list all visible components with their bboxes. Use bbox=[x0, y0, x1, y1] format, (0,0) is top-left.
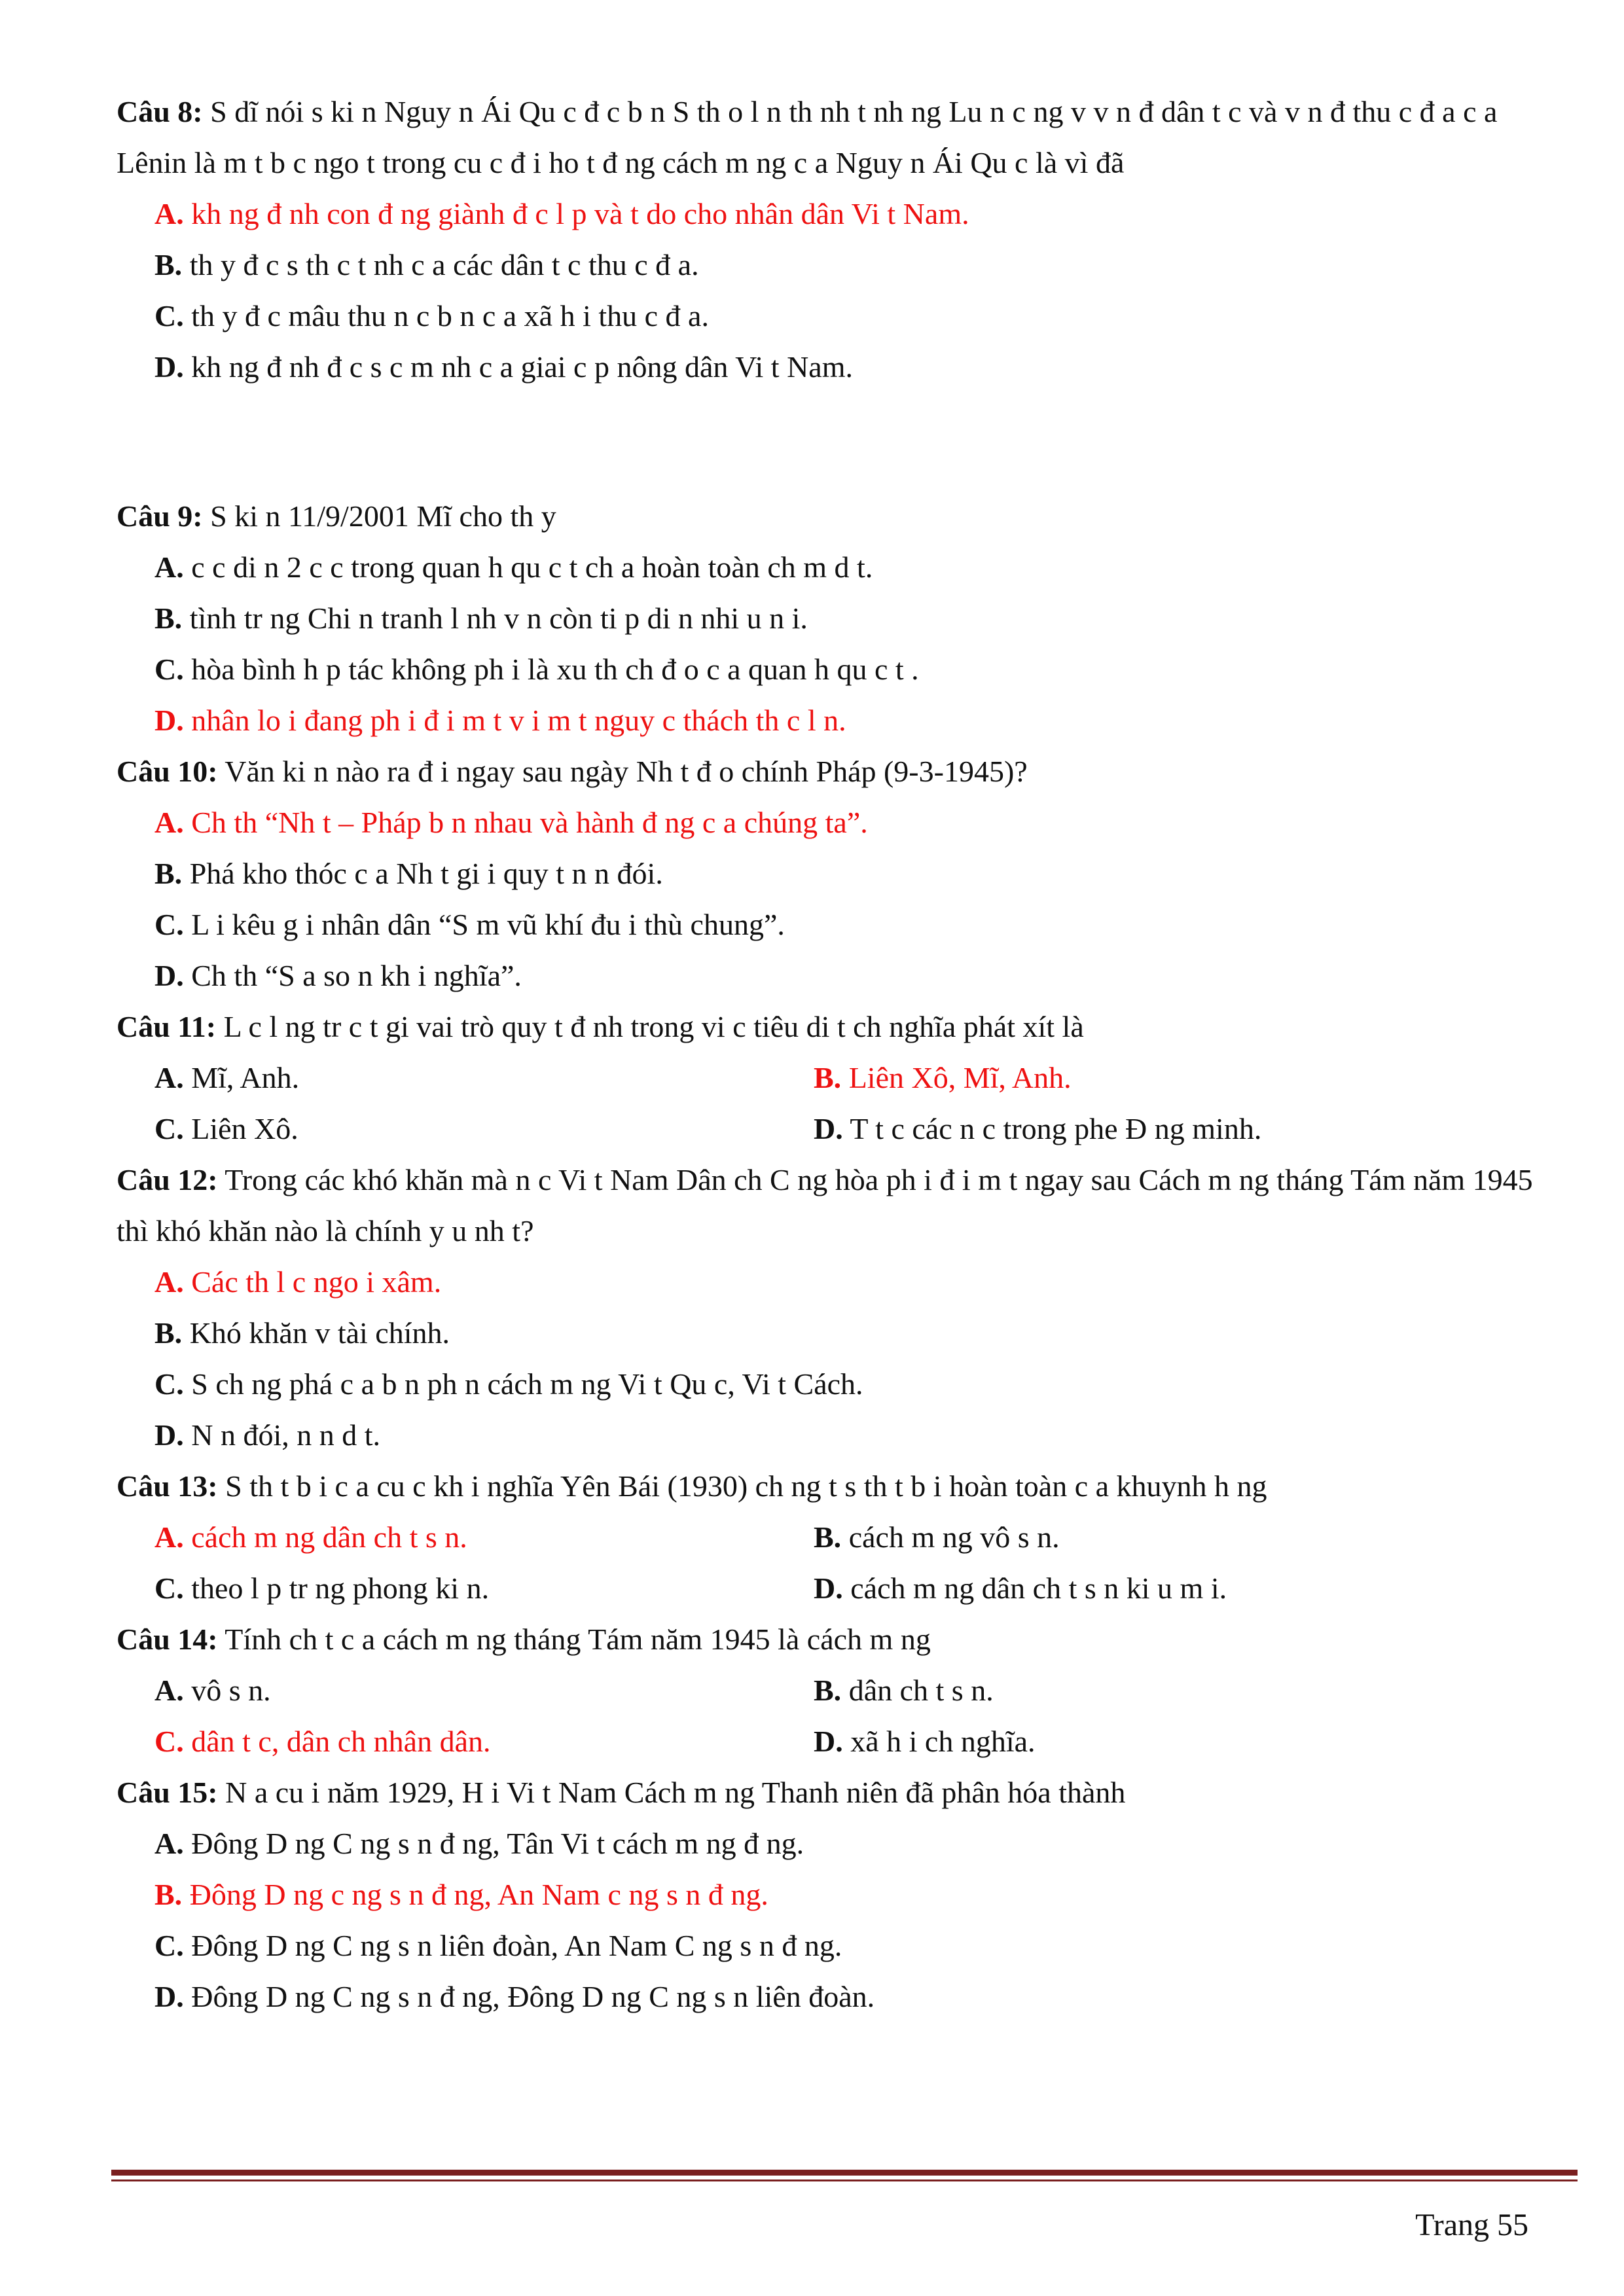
document-body bbox=[117, 86, 1570, 2022]
option-letter: D. bbox=[154, 1418, 184, 1452]
option-text: cách m ng vô s n. bbox=[841, 1520, 1060, 1554]
footer-divider-thick bbox=[111, 2170, 1578, 2176]
option-text: N n đói, n n d t. bbox=[183, 1418, 381, 1452]
option-text: Đông D ng c ng s n đ ng, An Nam c ng s n đ ng. bbox=[182, 1878, 768, 1911]
option-c bbox=[154, 1103, 814, 1155]
option-letter: D. bbox=[154, 1980, 184, 2013]
option-letter: D. bbox=[154, 959, 184, 992]
question-text: Văn ki n nào ra đ i ngay sau ngày Nh t đ o chính Pháp (9-3-1945)? bbox=[217, 755, 1028, 788]
question-14 bbox=[117, 1614, 1570, 1665]
option-a bbox=[117, 1818, 1570, 1869]
option-a bbox=[154, 1052, 814, 1103]
option-letter: C. bbox=[154, 1929, 184, 1962]
option-a bbox=[117, 1257, 1570, 1308]
options-row bbox=[117, 1716, 1570, 1767]
option-c bbox=[117, 899, 1570, 950]
option-c bbox=[117, 1920, 1570, 1971]
option-letter: C. bbox=[154, 299, 184, 332]
option-c bbox=[117, 644, 1570, 695]
option-c bbox=[154, 1563, 814, 1614]
option-d bbox=[814, 1563, 1473, 1614]
options-row bbox=[117, 1665, 1570, 1716]
option-text: vô s n. bbox=[183, 1674, 271, 1707]
option-a bbox=[117, 797, 1570, 848]
option-letter: B. bbox=[154, 248, 183, 281]
option-c bbox=[117, 291, 1570, 342]
option-letter: B. bbox=[814, 1520, 842, 1554]
option-text: dân t c, dân ch nhân dân. bbox=[183, 1725, 491, 1758]
question-12 bbox=[117, 1155, 1570, 1257]
option-text: c c di n 2 c c trong quan h qu c t ch a hoàn toàn ch m d t. bbox=[183, 550, 873, 584]
option-text: Đông D ng C ng s n đ ng, Tân Vi t cách m ng đ ng. bbox=[183, 1827, 804, 1860]
option-b bbox=[814, 1052, 1473, 1103]
option-d bbox=[117, 950, 1570, 1001]
option-letter: C. bbox=[154, 1112, 184, 1145]
options-row bbox=[117, 1563, 1570, 1614]
option-a bbox=[117, 542, 1570, 593]
option-d bbox=[117, 695, 1570, 746]
option-letter: C. bbox=[154, 1725, 184, 1758]
option-letter: B. bbox=[154, 1878, 183, 1911]
option-text: theo l p tr ng phong ki n. bbox=[183, 1571, 490, 1605]
option-a bbox=[154, 1665, 814, 1716]
question-text: S ki n 11/9/2001 Mĩ cho th y bbox=[202, 499, 556, 533]
option-d bbox=[117, 1410, 1570, 1461]
option-letter: A. bbox=[154, 1827, 184, 1860]
option-letter: D. bbox=[154, 704, 184, 737]
option-c bbox=[154, 1716, 814, 1767]
option-text: Liên Xô. bbox=[183, 1112, 298, 1145]
question-9 bbox=[117, 491, 1570, 542]
options-row bbox=[117, 1103, 1570, 1155]
question-number: Câu 13: bbox=[117, 1469, 218, 1503]
option-letter: D. bbox=[814, 1725, 843, 1758]
option-text: Đông D ng C ng s n đ ng, Đông D ng C ng s n liên đoàn. bbox=[183, 1980, 875, 2013]
option-letter: A. bbox=[154, 1265, 184, 1299]
question-text: Tính ch t c a cách m ng tháng Tám năm 1945 là cách m ng bbox=[217, 1623, 931, 1656]
question-10 bbox=[117, 746, 1570, 797]
question-text: S dĩ nói s ki n Nguy n Ái Qu c đ c b n S th o l n th nh t nh ng Lu n c ng v v n đ dân t c và v n đ thu c đ a c a Lênin là m t b c ngo t trong cu c đ i ho t đ ng cách m ng c a Nguy n Ái Qu c là vì đã bbox=[117, 95, 1498, 179]
option-text: dân ch t s n. bbox=[841, 1674, 994, 1707]
option-letter: B. bbox=[154, 857, 183, 890]
option-d bbox=[814, 1103, 1473, 1155]
question-text: L c l ng tr c t gi vai trò quy t đ nh trong vi c tiêu di t ch nghĩa phát xít là bbox=[216, 1010, 1084, 1043]
option-letter: A. bbox=[154, 1674, 184, 1707]
option-b bbox=[117, 1869, 1570, 1920]
question-number: Câu 11: bbox=[117, 1010, 217, 1043]
question-15 bbox=[117, 1767, 1570, 1818]
question-text: Trong các khó khăn mà n c Vi t Nam Dân ch C ng hòa ph i đ i m t ngay sau Cách m ng tháng Tám năm 1945 thì khó khăn nào là chính y u nh t? bbox=[117, 1163, 1533, 1247]
option-letter: A. bbox=[154, 550, 184, 584]
option-text: hòa bình h p tác không ph i là xu th ch đ o c a quan h qu c t . bbox=[183, 653, 919, 686]
question-number: Câu 15: bbox=[117, 1776, 218, 1809]
option-letter: D. bbox=[814, 1571, 843, 1605]
option-letter: C. bbox=[154, 908, 184, 941]
option-a bbox=[154, 1512, 814, 1563]
option-text: tình tr ng Chi n tranh l nh v n còn ti p di n nhi u n i. bbox=[182, 601, 808, 635]
option-b bbox=[814, 1665, 1473, 1716]
option-text: kh ng đ nh con đ ng giành đ c l p và t do cho nhân dân Vi t Nam. bbox=[183, 197, 969, 230]
option-text: Các th l c ngo i xâm. bbox=[183, 1265, 442, 1299]
option-letter: B. bbox=[814, 1061, 842, 1094]
question-number: Câu 10: bbox=[117, 755, 218, 788]
option-text: Ch th “S a so n kh i nghĩa”. bbox=[183, 959, 522, 992]
question-number: Câu 14: bbox=[117, 1623, 218, 1656]
question-text: N a cu i năm 1929, H i Vi t Nam Cách m ng Thanh niên đã phân hóa thành bbox=[217, 1776, 1126, 1809]
option-letter: C. bbox=[154, 1367, 184, 1401]
options-row bbox=[117, 1512, 1570, 1563]
option-text: cách m ng dân ch t s n. bbox=[183, 1520, 467, 1554]
footer-divider bbox=[111, 2170, 1578, 2181]
option-b bbox=[117, 1308, 1570, 1359]
page-number: Trang 55 bbox=[1415, 2208, 1528, 2242]
option-letter: A. bbox=[154, 197, 184, 230]
option-d bbox=[117, 342, 1570, 393]
options-row bbox=[117, 1052, 1570, 1103]
question-number: Câu 9: bbox=[117, 499, 203, 533]
option-letter: C. bbox=[154, 1571, 184, 1605]
option-letter: A. bbox=[154, 1061, 184, 1094]
option-letter: B. bbox=[814, 1674, 842, 1707]
option-text: cách m ng dân ch t s n ki u m i. bbox=[842, 1571, 1227, 1605]
option-text: th y đ c mâu thu n c b n c a xã h i thu c đ a. bbox=[183, 299, 709, 332]
option-letter: A. bbox=[154, 1520, 184, 1554]
question-text: S th t b i c a cu c kh i nghĩa Yên Bái (1930) ch ng t s th t b i hoàn toàn c a khuynh h ng bbox=[217, 1469, 1267, 1503]
footer-divider-thin bbox=[111, 2179, 1578, 2181]
option-text: T t c các n c trong phe Đ ng minh. bbox=[842, 1112, 1262, 1145]
option-d bbox=[117, 1971, 1570, 2022]
option-text: xã h i ch nghĩa. bbox=[842, 1725, 1036, 1758]
question-number: Câu 8: bbox=[117, 95, 203, 128]
question-8 bbox=[117, 86, 1570, 188]
option-b bbox=[117, 593, 1570, 644]
option-letter: D. bbox=[154, 350, 184, 384]
option-letter: A. bbox=[154, 806, 184, 839]
option-letter: B. bbox=[154, 1316, 183, 1350]
option-text: Ch th “Nh t – Pháp b n nhau và hành đ ng c a chúng ta”. bbox=[183, 806, 868, 839]
option-text: Khó khăn v tài chính. bbox=[182, 1316, 450, 1350]
option-text: kh ng đ nh đ c s c m nh c a giai c p nông dân Vi t Nam. bbox=[183, 350, 853, 384]
option-text: L i kêu g i nhân dân “S m vũ khí đu i thù chung”. bbox=[183, 908, 785, 941]
option-text: th y đ c s th c t nh c a các dân t c thu c đ a. bbox=[182, 248, 699, 281]
option-text: S ch ng phá c a b n ph n cách m ng Vi t Qu c, Vi t Cách. bbox=[183, 1367, 863, 1401]
option-text: Mĩ, Anh. bbox=[183, 1061, 300, 1094]
option-text: Liên Xô, Mĩ, Anh. bbox=[841, 1061, 1072, 1094]
option-c bbox=[117, 1359, 1570, 1410]
option-b bbox=[814, 1512, 1473, 1563]
question-number: Câu 12: bbox=[117, 1163, 218, 1196]
option-text: nhân lo i đang ph i đ i m t v i m t nguy c thách th c l n. bbox=[183, 704, 846, 737]
option-a bbox=[117, 188, 1570, 240]
blank-space bbox=[117, 393, 1570, 491]
question-11 bbox=[117, 1001, 1570, 1052]
option-letter: D. bbox=[814, 1112, 843, 1145]
option-letter: C. bbox=[154, 653, 184, 686]
option-letter: B. bbox=[154, 601, 183, 635]
option-b bbox=[117, 240, 1570, 291]
question-13 bbox=[117, 1461, 1570, 1512]
option-text: Phá kho thóc c a Nh t gi i quy t n n đói. bbox=[182, 857, 663, 890]
option-d bbox=[814, 1716, 1473, 1767]
option-b bbox=[117, 848, 1570, 899]
option-text: Đông D ng C ng s n liên đoàn, An Nam C ng s n đ ng. bbox=[183, 1929, 842, 1962]
